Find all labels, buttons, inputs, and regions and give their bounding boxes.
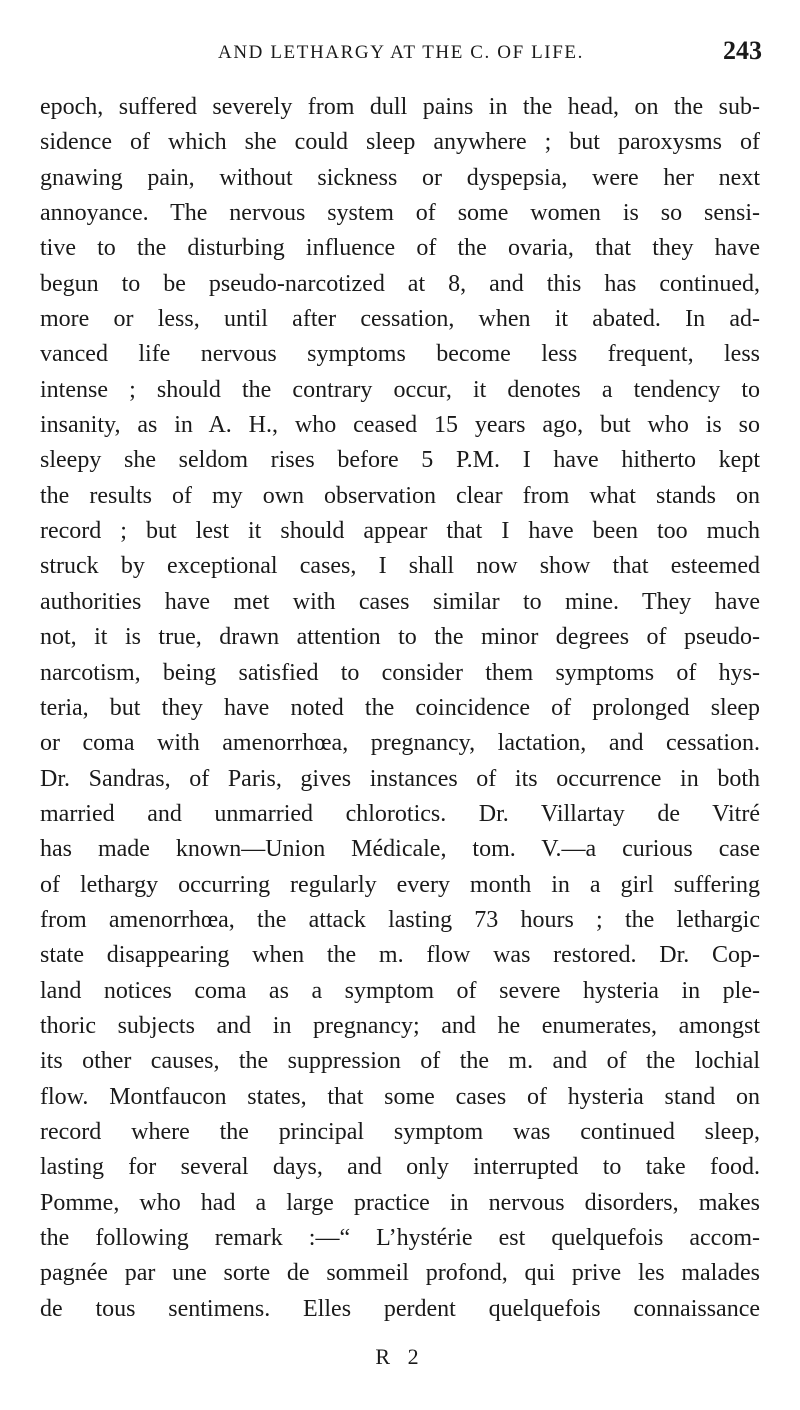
- text-line: the following remark :—“ L’hystérie est quelquefois accom-: [40, 1225, 760, 1251]
- signature-mark: R 2: [375, 1344, 425, 1369]
- text-line: has made known—Union Médicale, tom. V.—a curious case: [40, 836, 760, 863]
- text-line: authorities have met with cases similar to mine. They have: [40, 588, 760, 615]
- running-head: AND LETHARGY AT THE C. OF LIFE.: [218, 42, 584, 63]
- text-line: begun to be pseudo-narcotized at 8, and this has continued,: [40, 270, 760, 297]
- text-line: from amenorrhœa, the attack lasting 73 hours ; the lethargic: [40, 906, 760, 933]
- text-line: record where the principal symptom was continued sleep,: [40, 1118, 760, 1145]
- text-line: thoric subjects and in pregnancy; and he enumerates, amongst: [40, 1012, 760, 1039]
- text-line: state disappearing when the m. flow was restored. Dr. Cop-: [40, 942, 760, 969]
- text-line: narcotism, being satisfied to consider them symptoms of hys-: [40, 659, 760, 686]
- text-line: vanced life nervous symptoms become less frequent, less: [40, 341, 760, 368]
- text-line: of lethargy occurring regularly every month in a girl suffering: [40, 871, 760, 898]
- text-line: insanity, as in A. H., who ceased 15 years ago, but who is so: [40, 412, 760, 439]
- page-number: 243: [723, 36, 762, 65]
- text-line: sidence of which she could sleep anywhere ; but paroxysms of: [40, 129, 760, 156]
- text-line: lasting for several days, and only interrupted to take food.: [40, 1154, 760, 1181]
- text-line: not, it is true, drawn attention to the minor degrees of pseudo-: [40, 624, 760, 651]
- text-line: teria, but they have noted the coincidence of prolonged sleep: [40, 694, 760, 721]
- text-line: more or less, until after cessation, when it abated. In ad-: [40, 306, 760, 333]
- page-header: [40, 34, 762, 74]
- text-line: Pomme, who had a large practice in nervous disorders, makes: [40, 1189, 760, 1216]
- text-line: record ; but lest it should appear that I have been too much: [40, 518, 760, 545]
- text-line: de tous sentimens. Elles perdent quelquefois connaissance: [40, 1295, 760, 1322]
- text-line: or coma with amenorrhœa, pregnancy, lactation, and cessation.: [40, 730, 760, 757]
- text-line: struck by exceptional cases, I shall now show that esteemed: [40, 553, 760, 580]
- text-line: land notices coma as a symptom of severe hysteria in ple-: [40, 977, 760, 1004]
- text-line: tive to the disturbing influence of the ovaria, that they have: [40, 235, 760, 262]
- body-text: [40, 90, 760, 1327]
- text-line: epoch, suffered severely from dull pains in the head, on the sub-: [40, 94, 760, 120]
- text-line: Dr. Sandras, of Paris, gives instances of its occurrence in both: [40, 765, 760, 792]
- text-line: annoyance. The nervous system of some women is so sensi-: [40, 200, 760, 227]
- text-line: married and unmarried chlorotics. Dr. Villartay de Vitré: [40, 800, 760, 827]
- text-line: pagnée par une sorte de sommeil profond, qui prive les malades: [40, 1260, 760, 1287]
- text-line: gnawing pain, without sickness or dyspepsia, were her next: [40, 164, 760, 191]
- text-line: sleepy she seldom rises before 5 P.M. I have hitherto kept: [40, 447, 760, 474]
- text-line: its other causes, the suppression of the m. and of the lochial: [40, 1048, 760, 1075]
- text-line: the results of my own observation clear from what stands on: [40, 482, 760, 509]
- text-line: intense ; should the contrary occur, it denotes a tendency to: [40, 376, 760, 403]
- text-line: flow. Montfaucon states, that some cases of hysteria stand on: [40, 1083, 760, 1110]
